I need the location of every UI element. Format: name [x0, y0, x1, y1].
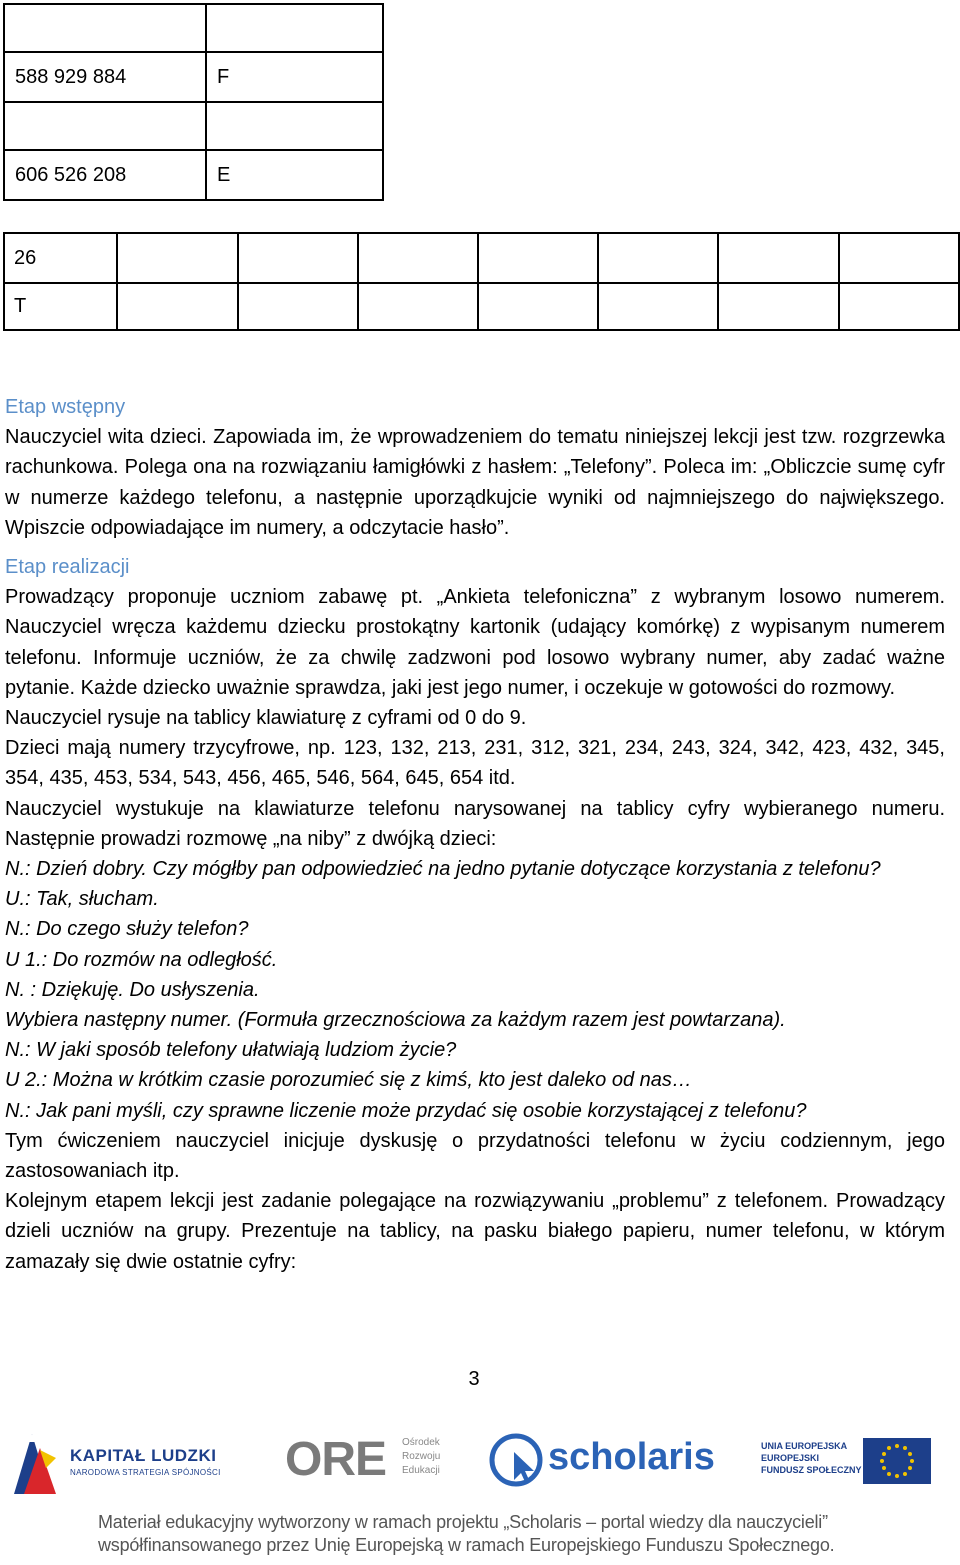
- paragraph: Kolejnym etapem lekcji jest zadanie polegające na rozwiązywaniu „problemu” z telefonem. Prowadzący dzieli uczniów na grupy. Prezentuje na tablicy, na pasku białego papieru, numer telefonu, w którym zamazały się dwie ostatnie cyfry:: [5, 1190, 945, 1273]
- dialogue-line: U 2.: Można w krótkim czasie porozumieć się z kimś, kto jest daleko od nas…: [5, 1069, 692, 1092]
- grid-cell: [238, 233, 358, 283]
- grid-cell: [358, 283, 478, 330]
- grid-cell: [839, 283, 959, 330]
- grid-cell: [117, 233, 237, 283]
- ore-side-text: [402, 1436, 440, 1478]
- dialogue-line: N. : Dziękuję. Do usłyszenia.: [5, 978, 260, 1001]
- section-heading: Etap realizacji: [5, 556, 130, 579]
- eu-text: [761, 1440, 862, 1476]
- table-cell: [206, 102, 383, 150]
- grid-cell: [839, 233, 959, 283]
- paragraph: Dzieci mają numery trzycyfrowe, np. 123, 132, 213, 231, 312, 321, 234, 243, 324, 342, 423, 432, 345, 354, 435, 453, 534, 543, 456, 465, 546, 564, 645, 654 itd.: [5, 737, 945, 790]
- ore-logo: [285, 1430, 455, 1500]
- kapital-ludzki-logo: [10, 1428, 240, 1498]
- ore-side-line: Rozwoju: [402, 1451, 441, 1462]
- dialogue-line: N.: Do czego służy telefon?: [5, 918, 249, 941]
- paragraph: Nauczyciel wita dzieci. Zapowiada im, że wprowadzeniem do tematu niniejszej lekcji jest tzw. rozgrzewka rachunkowa. Polega ona na rozwiązaniu łamigłówki z hasłem: „Telefony”. Poleca im: „Obliczcie sumę cyfr w numerze każdego telefonu, a następnie uporządkujcie wyniki od najmniejszego do największego. Wpiszcie odpowiadające im numery, a odczytacie hasło”.: [5, 426, 945, 539]
- grid-cell-letter: T: [4, 283, 117, 330]
- grid-cell: [238, 283, 358, 330]
- eu-flag-icon: [863, 1438, 931, 1484]
- eu-line: EUROPEJSKI: [761, 1453, 820, 1463]
- scholaris-logo: [488, 1430, 718, 1500]
- page-number: 3: [468, 1368, 480, 1390]
- grid-cell: [598, 283, 718, 330]
- letter-cell: F: [206, 52, 383, 102]
- paragraph: Tym ćwiczeniem nauczyciel inicjuje dyskusję o przydatności telefonu w życiu codziennym, jego zastosowaniach itp.: [5, 1129, 945, 1183]
- ore-side-line: Edukacji: [402, 1465, 440, 1476]
- table-cell: [4, 4, 206, 52]
- dialogue-line: N.: Jak pani myśli, czy sprawne liczenie może przydać się osobie korzystającej z telefonu?: [5, 1099, 807, 1122]
- footer-note-line: współfinansowanego przez Unię Europejską w ramach Europejskiego Funduszu Społecznego.: [98, 1535, 835, 1555]
- paragraph: Nauczyciel rysuje na tablicy klawiaturę z cyframi od 0 do 9.: [5, 707, 527, 730]
- table-cell: [4, 102, 206, 150]
- kl-title: KAPITAŁ LUDZKI: [70, 1446, 217, 1465]
- letter-cell: E: [206, 150, 383, 200]
- grid-cell-number: 26: [4, 233, 117, 283]
- dialogue-line: N.: W jaki sposób telefony ułatwiają ludziom życie?: [5, 1039, 457, 1062]
- eu-line: FUNDUSZ SPOŁECZNY: [761, 1465, 862, 1475]
- phone-number-cell: 606 526 208: [4, 150, 206, 200]
- dialogue-line: U 1.: Do rozmów na odległość.: [5, 948, 278, 971]
- ore-side-line: Ośrodek: [402, 1437, 440, 1448]
- footer-note-line: Materiał edukacyjny wytworzony w ramach projektu „Scholaris – portal wiedzy dla nauczycieli”: [98, 1512, 828, 1532]
- dialogue-line: N.: Dzień dobry. Czy mógłby pan odpowiedzieć na jedno pytanie dotyczące korzystania z telefonu?: [5, 858, 881, 881]
- paragraph: Prowadzący proponuje uczniom zabawę pt. „Ankieta telefoniczna” z wybranym losowo numerem. Nauczyciel wręcza każdemu dziecku prostokątny kartonik (udający komórkę) z wypisanym numerem telefonu. Informuje uczniów, że za chwilę zadzwoni pod losowo wybrany numer, aby zadać ważne pytanie. Każde dziecko uważnie sprawdza, jaki jest jego numer, i oczekuje w gotowości do rozmowy.: [5, 586, 945, 699]
- grid-cell: [718, 283, 838, 330]
- kapital-ludzki-emblem-icon: [10, 1428, 66, 1498]
- eu-logo: [755, 1436, 935, 1496]
- eu-line: UNIA EUROPEJSKA: [761, 1441, 848, 1451]
- dialogue-line: Wybiera następny numer. (Formuła grzecznościowa za każdym razem jest powtarzana).: [5, 1009, 786, 1032]
- scholaris-emblem-icon: [488, 1430, 544, 1490]
- ore-wordmark: ORE: [285, 1433, 387, 1486]
- grid-cell: [598, 233, 718, 283]
- grid-cell: [117, 283, 237, 330]
- footer: [0, 1420, 960, 1565]
- table-cell: [206, 4, 383, 52]
- lesson-content: [5, 392, 945, 1277]
- phone-table: [3, 3, 384, 201]
- grid-cell: [478, 283, 598, 330]
- grid-cell: [718, 233, 838, 283]
- scholaris-wordmark: scholaris: [548, 1436, 715, 1478]
- section-heading: Etap wstępny: [5, 396, 126, 418]
- answer-grid: [3, 232, 960, 331]
- grid-cell: [358, 233, 478, 283]
- grid-cell: [478, 233, 598, 283]
- paragraph: Nauczyciel wystukuje na klawiaturze telefonu narysowanej na tablicy cyfry wybieranego numeru. Następnie prowadzi rozmowę „na niby” z dwójką dzieci:: [5, 797, 945, 850]
- dialogue-line: U.: Tak, słucham.: [5, 888, 159, 911]
- phone-number-cell: 588 929 884: [4, 52, 206, 102]
- kl-subtitle: NARODOWA STRATEGIA SPÓJNOŚCI: [70, 1468, 221, 1477]
